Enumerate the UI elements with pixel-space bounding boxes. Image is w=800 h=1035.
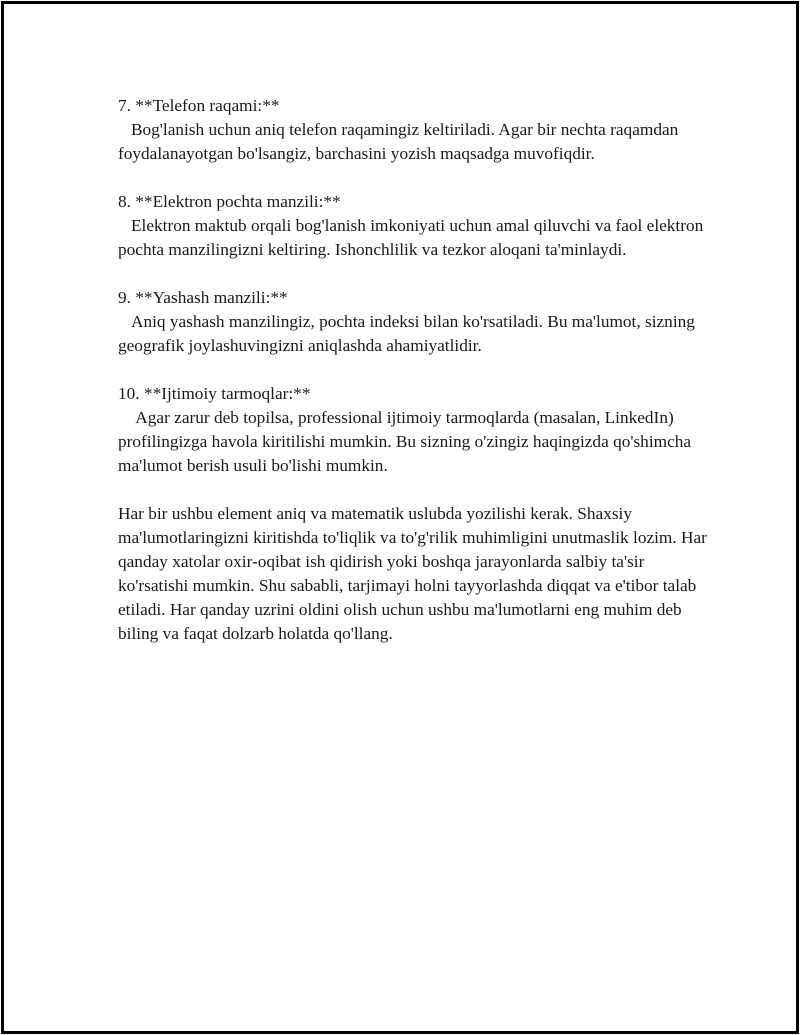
section-ijtimoiy-tarmoqlar [118, 382, 708, 478]
section-body: Agar zarur deb topilsa, professional ijtimoiy tarmoqlarda (masalan, LinkedIn) profilingizga havola kiritilishi mumkin. Bu sizning o'zingiz haqingizda qo'shimcha ma'lumot berish usuli bo'lishi mumkin. [118, 408, 696, 475]
section-body: Elektron maktub orqali bog'lanish imkoniyati uchun amal qiluvchi va faol elektron pochta manzilingizni keltiring. Ishonchlilik va tezkor aloqani ta'minlaydi. [118, 216, 708, 259]
section-yashash-manzili [118, 286, 708, 358]
section-heading: 7. **Telefon raqami:** [118, 96, 280, 115]
section-elektron-pochta [118, 190, 708, 262]
section-heading: 10. **Ijtimoiy tarmoqlar:** [118, 384, 311, 403]
section-heading: 8. **Elektron pochta manzili:** [118, 192, 341, 211]
section-body: Aniq yashash manzilingiz, pochta indeksi bilan ko'rsatiladi. Bu ma'lumot, sizning geografik joylashuvingizni aniqlashda ahamiyatlidir. [118, 312, 700, 355]
section-heading: 9. **Yashash manzili:** [118, 288, 288, 307]
closing-paragraph: Har bir ushbu element aniq va matematik uslubda yozilishi kerak. Shaxsiy ma'lumotlaringizni kiritishda to'liqlik va to'g'rilik muhimligini unutmaslik lozim. Har qanday xatolar oxir-oqibat ish qidirish yoki boshqa jarayonlarda salbiy ta'sir ko'rsatishi mumkin. Shu sababli, tarjimayi holni tayyorlashda diqqat va e'tibor talab etiladi. Har qanday uzrini oldini olish uchun ushbu ma'lumotlarni eng muhim deb biling va faqat dolzarb holatda qo'llang. [118, 504, 707, 643]
section-body: Bog'lanish uchun aniq telefon raqamingiz keltiriladi. Agar bir nechta raqamdan foydalanayotgan bo'lsangiz, barchasini yozish maqsadga muvofiqdir. [118, 120, 683, 163]
document-body [118, 94, 708, 646]
section-telefon-raqami [118, 94, 708, 166]
